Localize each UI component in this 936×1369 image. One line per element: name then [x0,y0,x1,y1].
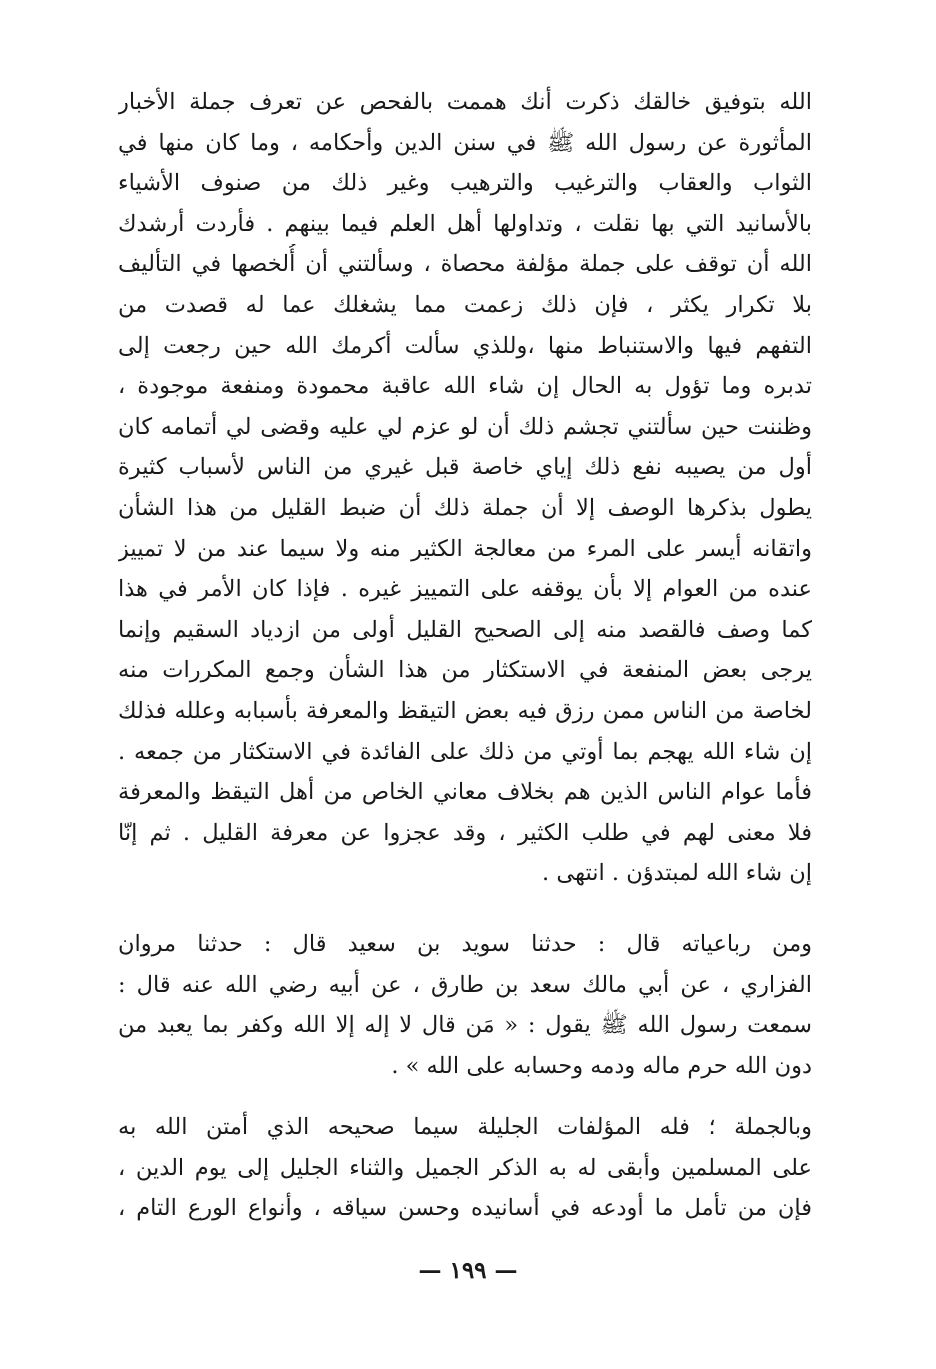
text-line: يطول بذكرها الوصف إلا أن جملة ذلك أن ضبط القليل من هذا الشأن [118,494,812,521]
text-line: الله بتوفيق خالقك ذكرت أنك هممت بالفحص عن تعرف جملة الأخبار [118,89,812,115]
text-line: بالأسانيد التي بها نقلت ، وتداولها أهل العلم فيما بينهم . فأردت أرشدك [118,210,812,237]
text-line: الله أن توقف على جملة مؤلفة محصاة ، وسألتني أن أُلخصها في التأليف [118,251,812,278]
text-line: أول من يصيبه نفع ذلك إياي خاصة قبل غيري من الناس لأسباب كثيرة [118,454,812,481]
text-line: لخاصة من الناس ممن رزق فيه بعض التيقظ والمعرفة بأسبابه وعلله فذلك [118,697,812,724]
text-line: عنده من العوام إلا بأن يوقفه على التمييز غيره . فإذا كان الأمر في هذا [118,576,812,603]
text-line: المأثورة عن رسول الله ﷺ في سنن الدين وأحكامه ، وما كان منها في [118,129,812,156]
text-line: دون الله حرم ماله ودمه وحسابه على الله » . [391,1052,812,1079]
paragraph-3 [118,1107,812,1229]
text-line: كما وصف فالقصد منه إلى الصحيح القليل أولى من ازدياد السقيم وإنما [118,616,812,643]
text-line: فأما عوام الناس الذين هم بخلاف معاني الخاص من أهل التيقظ والمعرفة [118,779,812,806]
text-line: يرجى بعض المنفعة في الاستكثار من هذا الشأن وجمع المكررات منه [118,657,812,684]
text-line: وبالجملة ؛ فله المؤلفات الجليلة سيما صحيحه الذي أمتن الله به [118,1114,812,1140]
paragraph-1 [118,82,812,894]
text-line: تدبره وما تؤول به الحال إن شاء الله عاقبة محمودة ومنفعة موجودة ، [118,373,812,400]
paragraph-2 [118,924,812,1086]
text-line: وظننت حين سألتني تجشم ذلك أن لو عزم لي عليه وقضى لي أتمامه كان [118,413,812,440]
text-line: التفهم فيها والاستنباط منها ،وللذي سألت أكرمك الله حين رجعت إلى [118,332,812,359]
text-line: ومن رباعياته قال : حدثنا سويد بن سعيد قال : حدثنا مروان [118,931,812,957]
text-line: سمعت رسول الله ﷺ يقول : « مَن قال لا إله إلا الله وكفر بما يعبد من [118,1012,812,1039]
text-line: الفزاري ، عن أبي مالك سعد بن طارق ، عن أبيه رضي الله عنه قال : [118,971,812,998]
text-line: على المسلمين وأبقى له به الذكر الجميل والثناء الجليل إلى يوم الدين ، [118,1154,812,1181]
text-line: فلا معنى لهم في طلب الكثير ، وقد عجزوا عن معرفة القليل . ثم إنّا [118,819,812,846]
text-line: واتقانه أيسر على المرء من معالجة الكثير منه ولا سيما عند من لا تمييز [118,535,812,562]
text-line: إن شاء الله يهجم بما أوتي من ذلك على الفائدة في الاستكثار من جمعه . [118,738,812,765]
page-number: — ١٩٩ — [418,1257,518,1284]
text-line: إن شاء الله لمبتدؤن . انتهى . [542,860,812,887]
text-line: الثواب والعقاب والترغيب والترهيب وغير ذلك من صنوف الأشياء [118,170,812,197]
text-line: بلا تكرار يكثر ، فإن ذلك زعمت مما يشغلك عما له قصدت من [118,291,812,318]
text-line: فإن من تأمل ما أودعه في أسانيده وحسن سياقه ، وأنواع الورع التام ، [118,1195,812,1222]
